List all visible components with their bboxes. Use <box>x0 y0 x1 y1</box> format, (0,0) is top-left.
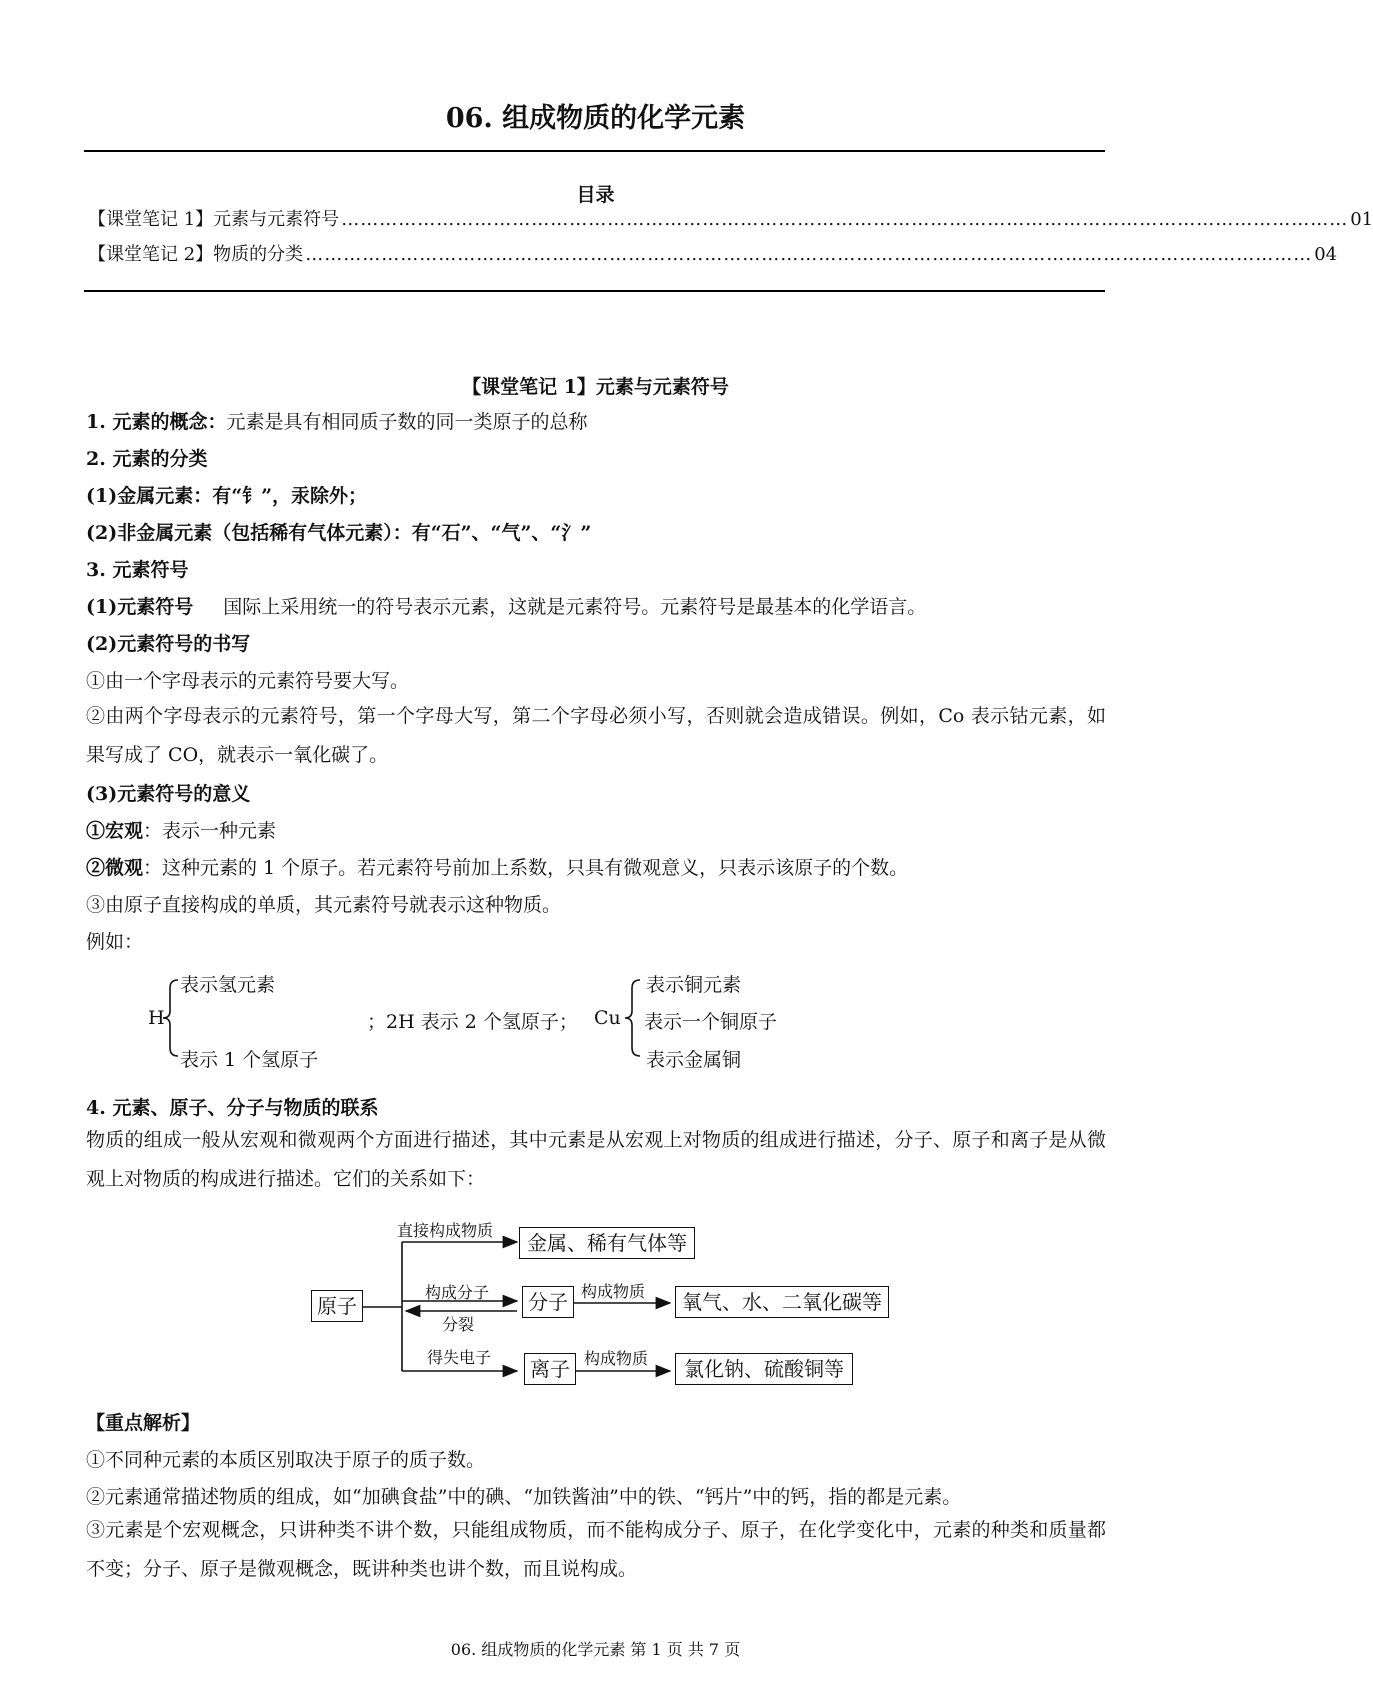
toc-item-page: 01 <box>1350 209 1373 230</box>
meaning-substance: ③由原子直接构成的单质，其元素符号就表示这种物质。 <box>86 894 562 916</box>
key-point-2: ②元素通常描述物质的组成，如“加碘食盐”中的碘、“加铁酱油”中的铁、“钙片”中的钙，指的都是元素。 <box>86 1486 962 1508</box>
para-lead: 1. 元素的概念： <box>86 411 227 433</box>
toc-item[interactable] <box>88 205 1373 231</box>
para-element-concept <box>86 407 587 434</box>
flow-label-form-molecule: 构成分子 <box>425 1283 490 1302</box>
para-lead: ①宏观 <box>86 820 144 842</box>
flow-label-electron: 得失电子 <box>427 1348 492 1367</box>
heading-element-symbol: 3. 元素符号 <box>86 559 189 581</box>
page-footer: 06. 组成物质的化学元素 第 1 页 共 7 页 <box>450 1640 741 1659</box>
symbol-h: H <box>148 1007 165 1029</box>
example-label: 例如： <box>86 931 144 953</box>
para-text: ：表示一种元素 <box>143 820 277 842</box>
flow-label-split: 分裂 <box>442 1315 475 1334</box>
cu-meaning-element: 表示铜元素 <box>646 974 742 996</box>
h-meaning-element: 表示氢元素 <box>180 974 276 996</box>
flow-molecule-box: 分子 <box>522 1286 574 1318</box>
flow-label-direct: 直接构成物质 <box>397 1221 494 1240</box>
flow-ion-box: 离子 <box>524 1353 576 1385</box>
brace-h <box>160 978 182 1058</box>
para-text: ：这种元素的 1 个原子。若元素符号前加上系数，只具有微观意义，只表示该原子的个数。 <box>143 857 909 879</box>
section-heading: 【课堂笔记 1】元素与元素符号 <box>462 376 729 398</box>
flow-molecule-examples-box: 氧气、水、二氧化碳等 <box>675 1286 889 1318</box>
para-relationship: 物质的组成一般从宏观和微观两个方面进行描述，其中元素是从宏观上对物质的组成进行描述，分子、原子和离子是从微观上对物质的构成进行描述。它们的关系如下： <box>86 1129 1106 1190</box>
key-heading: 【重点解析】 <box>86 1412 201 1434</box>
toc-item-page: 04 <box>1314 244 1338 265</box>
toc-item-label: 【课堂笔记 1】元素与元素符号 <box>88 209 340 230</box>
flow-atom-box: 原子 <box>311 1290 363 1322</box>
meaning-micro <box>86 853 908 880</box>
key-point-1: ①不同种元素的本质区别取决于原子的质子数。 <box>86 1449 486 1471</box>
flow-label-form-matter-2: 构成物质 <box>584 1349 649 1368</box>
heading-relationship: 4. 元素、原子、分子与物质的联系 <box>86 1097 379 1119</box>
para-text: 国际上采用统一的符号表示元素，这就是元素符号。元素符号是最基本的化学语言。 <box>223 596 927 618</box>
nonmetal-elements: (2)非金属元素（包括稀有气体元素）：有“石”、“气”、“氵” <box>86 522 592 544</box>
toc-heading: 目录 <box>576 184 615 206</box>
metal-elements: (1)金属元素：有“钅”，汞除外； <box>86 485 368 507</box>
toc-leader-dots: …………………………………………………………………………………………………………………………………………… <box>305 244 1313 265</box>
flow-ion-examples-box: 氯化钠、硫酸铜等 <box>675 1353 853 1385</box>
flow-label-form-matter-1: 构成物质 <box>581 1282 646 1301</box>
writing-rule-2: ②由两个字母表示的元素符号，第一个字母大写，第二个字母必须小写，否则就会造成错误。例如，Co 表示钴元素，如果写成了 CO，就表示一氧化碳了。 <box>86 705 1106 766</box>
flow-metal-box: 金属、稀有气体等 <box>519 1227 695 1259</box>
heading-element-classification: 2. 元素的分类 <box>86 448 208 470</box>
writing-rule-1: ①由一个字母表示的元素符号要大写。 <box>86 670 410 692</box>
cu-meaning-metal: 表示金属铜 <box>646 1049 742 1071</box>
cu-meaning-atom: 表示一个铜原子 <box>644 1011 778 1033</box>
para-lead: (1)元素符号 <box>86 596 194 618</box>
symbol-cu: Cu <box>594 1007 621 1029</box>
brace-cu <box>622 978 644 1058</box>
key-point-3: ③元素是个宏观概念，只讲种类不讲个数，只能组成物质，而不能构成分子、原子，在化学变化中，元素的种类和质量都不变；分子、原子是微观概念，既讲种类也讲个数，而且说构成。 <box>86 1519 1106 1580</box>
para-lead: ②微观 <box>86 857 144 879</box>
toc-item-label: 【课堂笔记 2】物质的分类 <box>88 244 304 265</box>
document-title: 06. 组成物质的化学元素 <box>445 103 746 134</box>
toc-leader-dots: …………………………………………………………………………………………………………………………………………… <box>341 209 1349 230</box>
heading-symbol-writing: (2)元素符号的书写 <box>86 633 251 655</box>
example-2h: ；2H 表示 2 个氢原子； <box>367 1011 578 1033</box>
meaning-macro <box>86 816 276 843</box>
heading-symbol-meaning: (3)元素符号的意义 <box>86 783 251 805</box>
divider-toc-bottom <box>84 290 1105 292</box>
toc-item[interactable] <box>88 240 1338 266</box>
divider-top <box>84 150 1105 152</box>
para-element-symbol-def <box>86 592 926 619</box>
para-text: 元素是具有相同质子数的同一类原子的总称 <box>226 411 588 433</box>
h-meaning-atom: 表示 1 个氢原子 <box>180 1049 319 1071</box>
